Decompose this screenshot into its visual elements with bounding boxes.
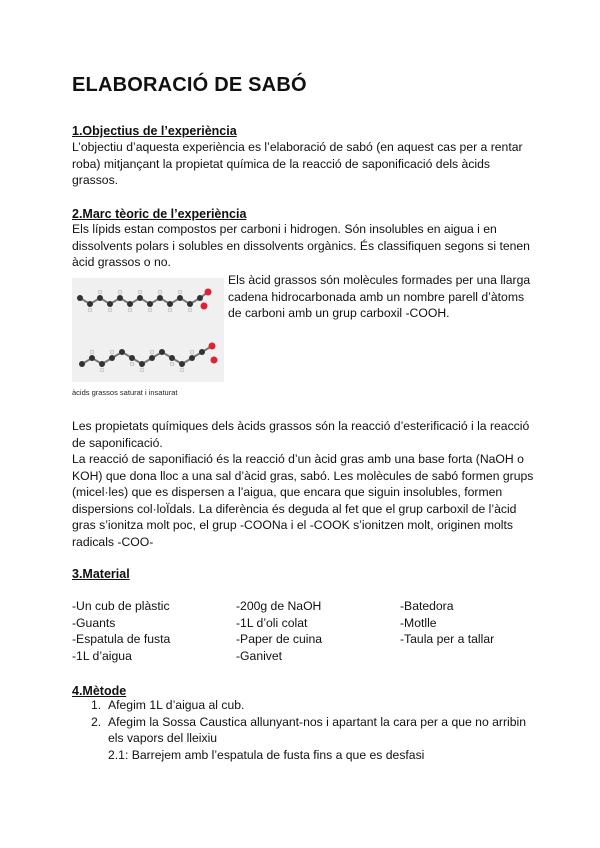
molecule-diagram-icon — [72, 278, 224, 382]
material-item: -1L d’aigua — [72, 648, 132, 663]
theory-intro: Els lípids estan compostos per carboni i hidrogen. Són insolubles en aigua i en dissolvents polars i solubles en dissolvents orgànics. És classifiquen segons si tenen àcid grassos o no. — [72, 222, 530, 269]
material-item: -1L d’oli colat — [236, 615, 308, 630]
step-text: Afegim la Sossa Caustica allunyant-nos i apartant la cara per a que no arribin els vapors del lleixiu — [108, 714, 526, 745]
method-heading: 4.Mètode — [72, 684, 127, 698]
method-step — [72, 697, 542, 714]
material-heading: 3.Material — [72, 567, 130, 581]
material-item: -Espatula de fusta — [72, 632, 171, 646]
fatty-acids-text: Els àcid grassos són molècules formades per una llarga cadena hidrocarbonada amb un nombre parell d’àtoms de carboni amb un grup carboxil -COOH. — [228, 273, 531, 320]
step-number: 2. — [91, 714, 102, 729]
method-step — [72, 714, 542, 747]
material-item: -Ganivet — [236, 648, 283, 663]
objectives-text: L’objectiu d’aquesta experiència es l’elaboració de sabó (en aquest cas per a rentar roba) mitjançant la propietat química de la reacció de saponificació dels àcids grassos. — [72, 140, 523, 187]
objectives-heading: 1.Objectius de l’experiència — [72, 124, 237, 138]
step-text: Afegim 1L d’aigua al cub. — [108, 698, 245, 712]
document-title: ELABORACIÓ DE SABÓ — [72, 74, 307, 96]
material-item: -Un cub de plàstic — [72, 599, 170, 613]
step-number: 1. — [91, 698, 102, 712]
material-item: -200g de NaOH — [236, 599, 322, 613]
material-item: -Taula per a tallar — [400, 632, 495, 646]
theory-heading: 2.Marc tèoric de l’experiència — [72, 207, 247, 221]
material-item: -Paper de cuina — [236, 632, 323, 646]
material-column-2 — [236, 598, 396, 664]
properties-paragraph: Les propietats químiques dels àcids grassos són la reacció d’esterificació i la reacció de saponificació. — [72, 419, 530, 450]
material-item: -Batedora — [400, 599, 454, 613]
material-column-1 — [72, 598, 232, 664]
figure-caption: àcids grassos saturat i insaturat — [72, 388, 178, 397]
method-substep: 2.1: Barrejem amb l’espatula de fusta fins a que es desfasi — [108, 747, 425, 762]
saponification-paragraph: La reacció de saponifiació és la reacció d’un àcid gras amb una base forta (NaOH o KOH) que dona lloc a una sal d’àcid gras, sabó. Les molècules de sabó formen grups (micel·les) que es dispersen a l’aigua, que encara que siguin insolubles, formen dispersions col·loÏdals. La diferència és deguda al fet que el grup carboxil de l’àcid gras s’ionitza molt poc, el grup -COONa i el -COOK s’ionitzen molt, originen molts radicals -COO- — [72, 452, 534, 549]
fatty-acids-molecule-image — [72, 278, 224, 382]
material-column-3 — [400, 598, 560, 648]
material-item: -Motlle — [400, 615, 437, 630]
method-steps-list — [72, 697, 542, 763]
material-item: -Guants — [72, 615, 116, 630]
